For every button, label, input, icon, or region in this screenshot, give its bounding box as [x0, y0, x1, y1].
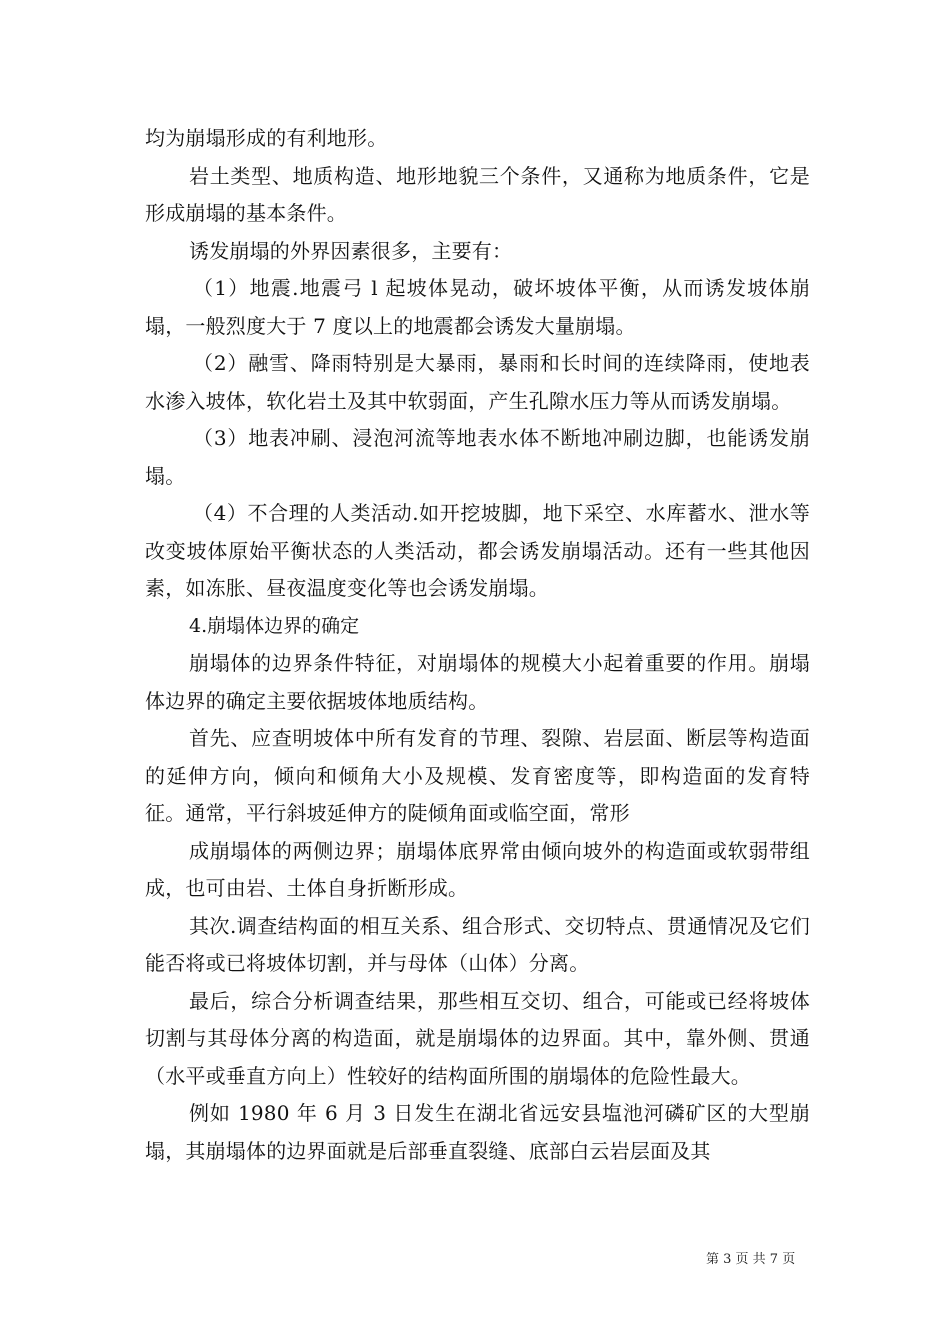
paragraph: 其次.调查结构面的相互关系、组合形式、交切特点、贯通情况及它们能否将或已将坡体切割，并与母体（山体）分离。 [145, 913, 810, 975]
document-body [145, 120, 810, 1170]
paragraph: 崩塌体的边界条件特征，对崩塌体的规模大小起着重要的作用。崩塌体边界的确定主要依据坡体地质结构。 [145, 651, 810, 713]
list-item: （4）不合理的人类活动.如开挖坡脚，地下采空、水库蓄水、泄水等改变坡体原始平衡状态的人类活动，都会诱发崩塌活动。还有一些其他因素，如冻胀、昼夜温度变化等也会诱发崩塌。 [145, 501, 810, 600]
page-number: 第 3 页 共 7 页 [706, 1252, 796, 1267]
list-item: （1）地震.地震弓 l 起坡体晃动，破坏坡体平衡，从而诱发坡体崩塌，一般烈度大于 7 度以上的地震都会诱发大量崩塌。 [145, 276, 810, 338]
paragraph: 均为崩塌形成的有利地形。 [145, 126, 388, 150]
list-item: （2）融雪、降雨特别是大暴雨，暴雨和长时间的连续降雨，使地表水渗入坡体，软化岩土及其中软弱面，产生孔隙水压力等从而诱发崩塌。 [145, 351, 810, 413]
list-item: （3）地表冲刷、浸泡河流等地表水体不断地冲刷边脚，也能诱发崩塌。 [145, 426, 810, 488]
paragraph: 最后，综合分析调查结果，那些相互交切、组合，可能或已经将坡体切割与其母体分离的构造面，就是崩塌体的边界面。其中，靠外侧、贯通（水平或垂直方向上）性较好的结构面所围的崩塌体的危险性最大。 [145, 988, 810, 1088]
paragraph: 例如 1980 年 6 月 3 日发生在湖北省远安县塩池河磷矿区的大型崩塌，其崩塌体的边界面就是后部垂直裂缝、底部白云岩层面及其 [145, 1101, 810, 1163]
section-heading: 4.崩塌体边界的确定 [189, 614, 360, 637]
paragraph: 岩土类型、地质构造、地形地貌三个条件，又通称为地质条件，它是形成崩塌的基本条件。 [145, 163, 810, 225]
paragraph: 首先、应查明坡体中所有发育的节理、裂隙、岩层面、断层等构造面的延伸方向，倾向和倾角大小及规模、发育密度等，即构造面的发育特征。通常，平行斜坡延伸方的陡倾角面或临空面，常形 [145, 726, 810, 825]
paragraph: 诱发崩塌的外界因素很多，主要有： [189, 238, 513, 263]
paragraph: 成崩塌体的两侧边界；崩塌体底界常由倾向坡外的构造面或软弱带组成，也可由岩、土体自身折断形成。 [145, 838, 810, 900]
